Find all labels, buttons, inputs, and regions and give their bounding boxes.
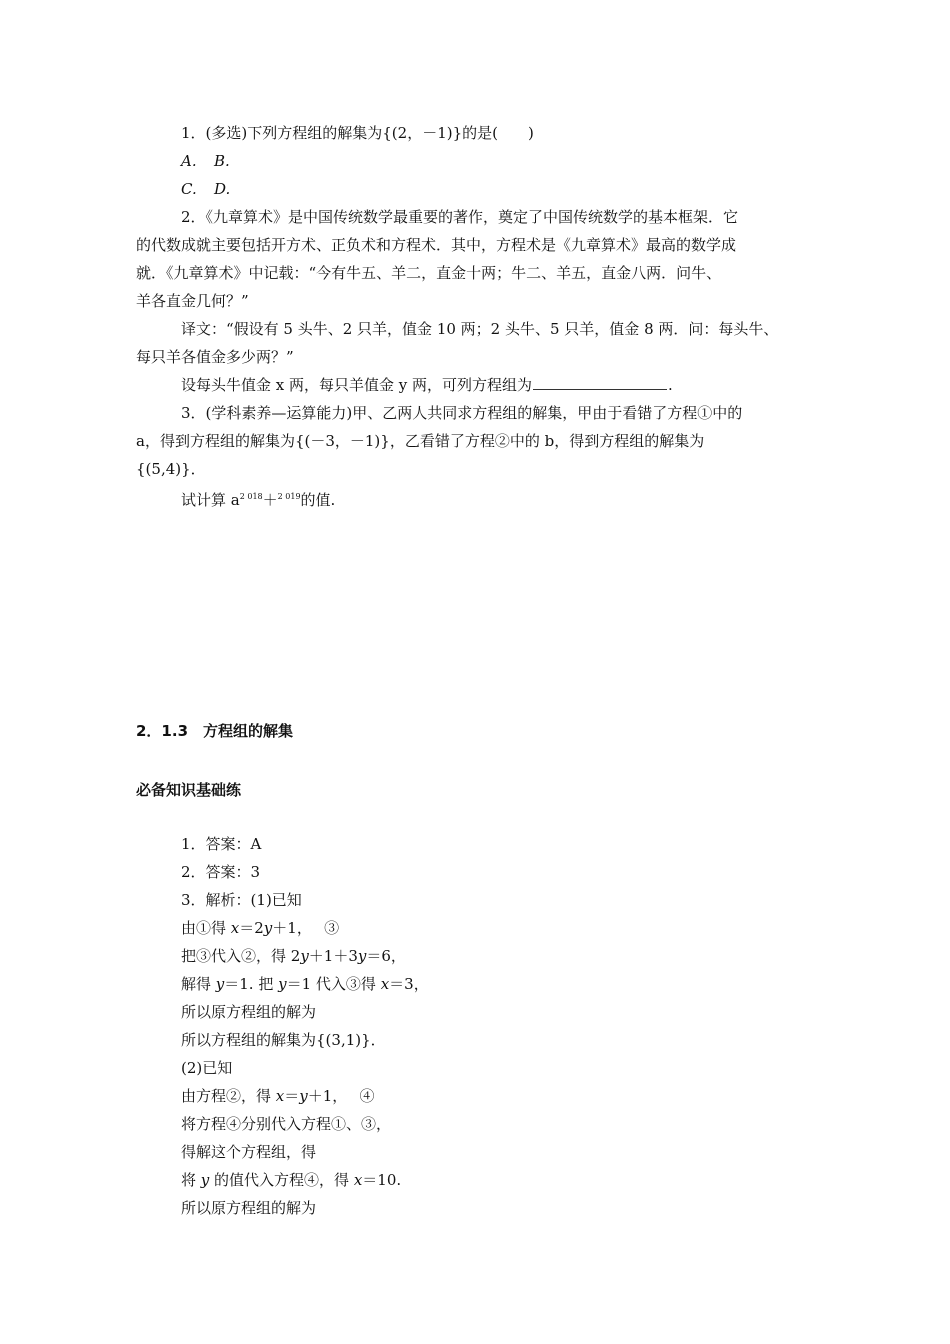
var-y: y — [357, 947, 367, 965]
var-x: x — [275, 1087, 285, 1105]
answer-3: 3．解析：(1)已知 — [181, 891, 302, 909]
var-y: y — [263, 919, 273, 937]
text: 的值代入方程④，得 — [209, 1171, 354, 1189]
answer-blank — [533, 375, 667, 390]
text: 解得 — [181, 975, 216, 993]
solution-step: 所以原方程组的解为 — [181, 1199, 317, 1217]
question-2-line: 的代数成就主要包括开方术、正负术和方程术．其中，方程术是《九章算术》最高的数学成 — [136, 236, 737, 254]
question-2-line: 2．《九章算术》是中国传统数学最重要的著作，奠定了中国传统数学的基本框架．它 — [181, 208, 739, 226]
text: ＝2 — [239, 919, 264, 937]
question-3-line: {(5,4)}． — [136, 460, 206, 478]
solution-step: 所以方程组的解集为{(3,1)}． — [181, 1031, 386, 1049]
solution-step — [181, 946, 406, 966]
calc-prefix: 试计算 a — [181, 491, 240, 509]
var-y: y — [278, 975, 287, 993]
text: ＋1， ③ — [272, 919, 340, 937]
var-y: y — [300, 947, 309, 965]
section-subtitle: 必备知识基础练 — [136, 781, 242, 799]
question-2-translation: 译文：“假设有 5 头牛、2 只羊，值金 10 两；2 头牛、5 只羊，值金 8 两．问：每头牛、 — [181, 320, 779, 338]
section-title: 2．1.3 方程组的解集 — [136, 722, 294, 740]
var-x: x — [380, 975, 390, 993]
var-y: y — [200, 1171, 210, 1189]
question-2-setup — [181, 375, 673, 395]
option-b: B. — [214, 152, 230, 170]
var-y: y — [215, 975, 225, 993]
text: 把③代入②，得 2 — [181, 947, 301, 965]
var-y: y — [299, 1087, 308, 1105]
text: 由①得 — [181, 919, 231, 937]
exponent: 2 018 — [239, 492, 263, 501]
calc-suffix: 的值. — [300, 491, 336, 509]
answer-1: 1．答案：A — [181, 835, 262, 853]
question-1: 1．(多选)下列方程组的解集为{(2，－1)}的是( ) — [181, 124, 534, 142]
solution-step — [181, 918, 339, 938]
text: ＋1＋3 — [308, 947, 358, 965]
exponent: 2 019 — [277, 492, 301, 501]
solution-step: (2)已知 — [181, 1059, 233, 1077]
question-3-calc — [181, 487, 335, 510]
text: ＝1 代入③得 — [286, 975, 381, 993]
setup-text: 设每头牛值金 x 两，每只羊值金 y 两，可列方程组为 — [181, 376, 533, 394]
question-2-line: 羊各直金几何？” — [136, 292, 249, 310]
text: ＝10. — [362, 1171, 402, 1189]
question-3-line: a，得到方程组的解集为{(－3，－1)}，乙看错了方程②中的 b，得到方程组的解集为 — [136, 432, 705, 450]
text: ＝6， — [366, 947, 406, 965]
solution-step — [181, 974, 429, 994]
answer-2: 2．答案：3 — [181, 863, 261, 881]
text: 将 — [181, 1171, 201, 1189]
text: ＝ — [284, 1087, 300, 1105]
calc-plus: ＋ — [262, 491, 278, 509]
text: ＝3， — [389, 975, 429, 993]
text: ＝1. 把 — [224, 975, 279, 993]
solution-step: 得解这个方程组，得 — [181, 1143, 317, 1161]
solution-step — [181, 1086, 375, 1106]
solution-step: 将方程④分别代入方程①、③， — [181, 1115, 392, 1133]
var-x: x — [230, 919, 240, 937]
text: 由方程②，得 — [181, 1087, 276, 1105]
setup-period: . — [668, 376, 673, 394]
option-d: D. — [214, 180, 231, 198]
question-3-line: 3．(学科素养—运算能力)甲、乙两人共同求方程组的解集，甲由于看错了方程①中的 — [181, 404, 743, 422]
option-c: C. — [181, 180, 197, 198]
solution-step — [181, 1170, 401, 1190]
question-2-translation: 每只羊各值金多少两？” — [136, 348, 294, 366]
question-2-line: 就．《九章算术》中记载：“今有牛五、羊二，直金十两；牛二、羊五，直金八两．问牛、 — [136, 264, 722, 282]
var-x: x — [353, 1171, 363, 1189]
text: ＋1， ④ — [307, 1087, 375, 1105]
solution-step: 所以原方程组的解为 — [181, 1003, 317, 1021]
option-a: A. — [181, 152, 197, 170]
